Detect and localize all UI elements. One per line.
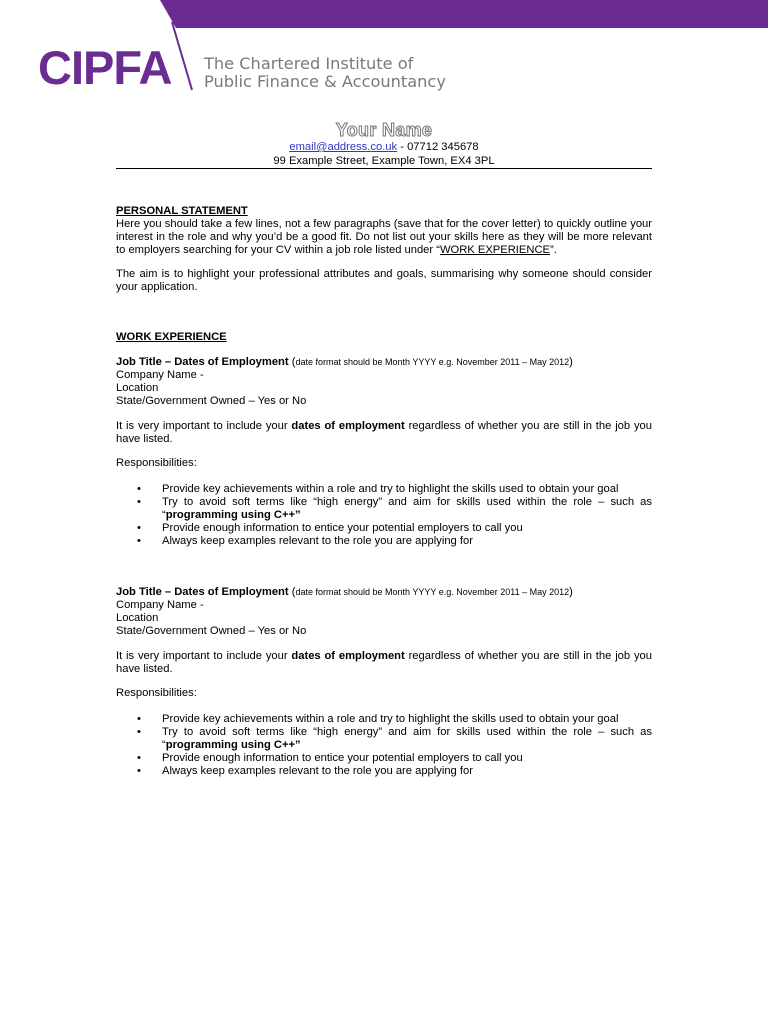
list-item — [137, 535, 652, 548]
job-2-company: Company Name - — [116, 599, 204, 611]
personal-statement-heading: PERSONAL STATEMENT — [116, 205, 248, 217]
list-item — [137, 483, 652, 496]
job-1-responsibilities-label: Responsibilities: — [116, 457, 197, 469]
job-1-responsibilities-list — [137, 483, 652, 548]
bullet-emphasis: programming using C++” — [165, 739, 301, 751]
job-1-company: Company Name - — [116, 369, 204, 381]
note-text-end: regardless of whether you are still in the job you have listed. — [116, 420, 652, 445]
job-2-responsibilities-label: Responsibilities: — [116, 687, 197, 699]
date-format-note: date format should be Month YYYY e.g. November 2011 – May 2012 — [295, 587, 570, 597]
contact-line — [116, 141, 652, 154]
candidate-name: Your Name — [335, 120, 433, 140]
list-item — [137, 496, 652, 522]
bullet-icon: • — [137, 535, 141, 547]
personal-statement-para-2: The aim is to highlight your professional attributes and goals, summarising why someone should consider your application. — [116, 268, 652, 293]
paren-close: ) — [569, 586, 573, 598]
bullet-icon: • — [137, 765, 141, 777]
work-experience-reference: WORK EXPERIENCE — [439, 244, 550, 256]
bullet-text: Always keep examples relevant to the role you are applying for — [162, 765, 473, 777]
paren-open: ( — [288, 586, 296, 598]
note-emphasis: dates of employment — [291, 420, 405, 432]
job-1-dates-note — [116, 420, 652, 446]
job-2-responsibilities-list — [137, 713, 652, 778]
bullet-text: Always keep examples relevant to the role you are applying for — [162, 535, 473, 547]
bullet-icon: • — [137, 496, 141, 508]
job-title: Job Title – Dates of Employment — [116, 356, 289, 368]
bullet-text: Provide key achievements within a role and try to highlight the skills used to obtain your goal — [162, 713, 619, 725]
paren-close: ) — [569, 356, 573, 368]
job-1-title-line — [116, 356, 652, 369]
cipfa-logo — [38, 32, 458, 102]
note-emphasis: dates of employment — [291, 650, 405, 662]
note-text: It is very important to include your — [116, 650, 292, 662]
list-item — [137, 713, 652, 726]
bullet-icon: • — [137, 483, 141, 495]
address-line: 99 Example Street, Example Town, EX4 3PL — [273, 155, 495, 167]
date-format-note: date format should be Month YYYY e.g. November 2011 – May 2012 — [295, 357, 570, 367]
list-item — [137, 522, 652, 535]
work-experience-heading: WORK EXPERIENCE — [116, 331, 227, 343]
list-item — [137, 752, 652, 765]
statement-text-end: ”. — [550, 244, 557, 256]
header-banner — [0, 0, 768, 28]
job-2-title-line — [116, 586, 652, 599]
note-text: It is very important to include your — [116, 420, 292, 432]
job-2-location: Location — [116, 612, 159, 624]
logo-wordmark: CIPFA — [38, 41, 172, 94]
bullet-text: Provide key achievements within a role and try to highlight the skills used to obtain your goal — [162, 483, 619, 495]
list-item — [137, 726, 652, 752]
header-divider — [116, 168, 652, 169]
statement-text: Here you should take a few lines, not a few paragraphs (save that for the cover letter) to quickly outline your interest in the role and why you’d be a good fit. Do not list out your skills here as they will be more relevant to employers searching for your CV within a job role listed under “ — [116, 218, 652, 256]
job-title: Job Title – Dates of Employment — [116, 586, 289, 598]
bullet-text: Try to avoid soft terms like “high energy” and aim for skills used within the role – such as “ — [162, 496, 652, 521]
bullet-icon: • — [137, 726, 141, 738]
bullet-text: Provide enough information to entice your potential employers to call you — [162, 752, 523, 764]
bullet-icon: • — [137, 752, 141, 764]
job-1-ownership: State/Government Owned – Yes or No — [116, 395, 307, 407]
logo-slash-icon — [166, 22, 206, 94]
job-2-ownership: State/Government Owned – Yes or No — [116, 625, 307, 637]
job-2-dates-note — [116, 650, 652, 676]
bullet-text: Provide enough information to entice your potential employers to call you — [162, 522, 523, 534]
personal-statement-para-1 — [116, 218, 652, 257]
email-link[interactable]: email@address.co.uk — [289, 141, 398, 153]
bullet-text: Try to avoid soft terms like “high energy” and aim for skills used within the role – such as “ — [162, 726, 652, 751]
bullet-icon: • — [137, 522, 141, 534]
phone-number: - 07712 345678 — [397, 141, 479, 153]
bullet-icon: • — [137, 713, 141, 725]
list-item — [137, 765, 652, 778]
note-text-end: regardless of whether you are still in the job you have listed. — [116, 650, 652, 675]
paren-open: ( — [288, 356, 296, 368]
logo-tagline-2: Public Finance & Accountancy — [204, 72, 446, 91]
logo-tagline-1: The Chartered Institute of — [204, 54, 414, 73]
bullet-emphasis: programming using C++” — [165, 509, 301, 521]
job-1-location: Location — [116, 382, 159, 394]
